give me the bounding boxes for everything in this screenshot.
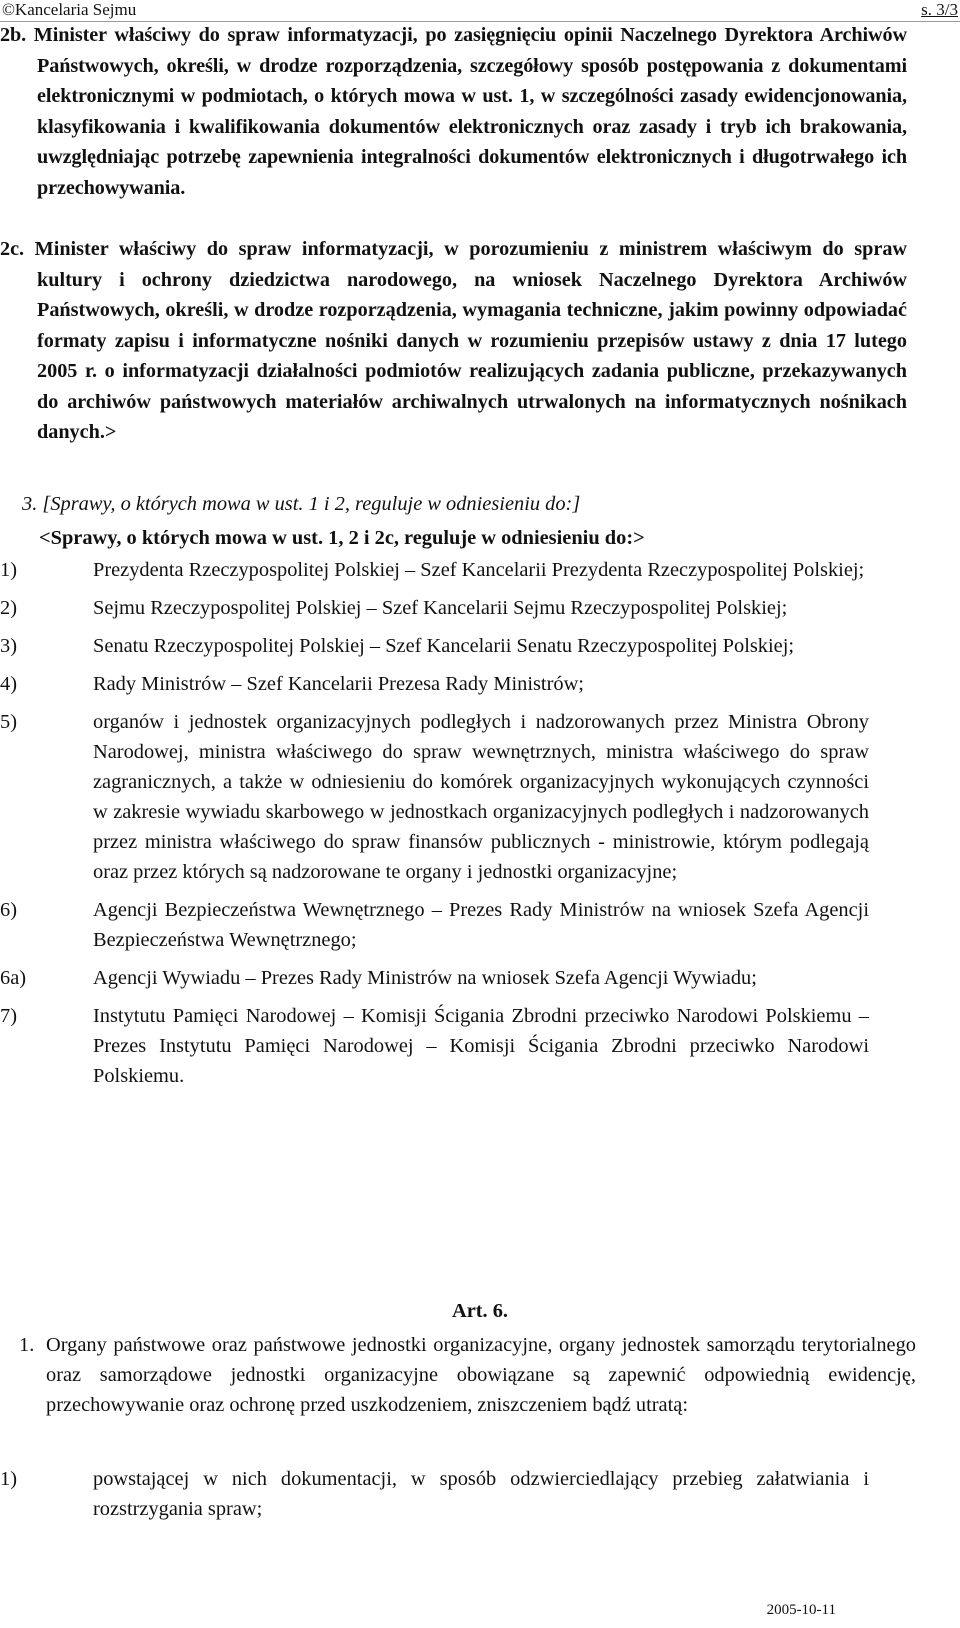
list-item-text: Agencji Wywiadu – Prezes Rady Ministrów na wniosek Szefa Agencji Wywiadu; — [93, 967, 757, 989]
list-item-number: 5) — [0, 711, 17, 733]
paragraph-2b-number: 2b. — [0, 24, 27, 46]
list-item — [0, 631, 869, 661]
list-item — [0, 669, 869, 699]
list-item-number: 4) — [0, 673, 17, 695]
article-6-item-1-number: 1) — [0, 1468, 17, 1490]
list-item — [0, 555, 869, 585]
paragraph-3-new: <Sprawy, o których mowa w ust. 1, 2 i 2c, reguluje w odniesieniu do:> — [39, 527, 645, 549]
list-item-number: 1) — [0, 559, 17, 581]
paragraph-2b — [0, 20, 907, 203]
list-item-number: 3) — [0, 635, 17, 657]
paragraph-3-old: 3. [Sprawy, o których mowa w ust. 1 i 2, reguluje w odniesieniu do:] — [22, 493, 581, 515]
paragraph-2b-text: Minister właściwy do spraw informatyzacji, po zasięgnięciu opinii Naczelnego Dyrektora Archiwów Państwowych, określi, w drodze rozporządzenia, szczegółowy sposób postępowania z dokumentami elektronicznymi w podmiotach, o których mowa w ust. 1, w szczególności zasady ewidencjonowania, klasyfikowania i kwalifikowania dokumentów elektronicznych oraz zasady i tryb ich brakowania, uwzględniając potrzebę zapewnienia integralności dokumentów elektronicznych i długotrwałego ich przechowywania. — [33, 24, 907, 199]
list-item — [0, 1001, 869, 1091]
header-page-number: s. 3/3 — [921, 0, 958, 19]
list-item-number: 7) — [0, 1005, 17, 1027]
list-items — [0, 555, 960, 1099]
list-item-text: Senatu Rzeczypospolitej Polskiej – Szef Kancelarii Senatu Rzeczypospolitej Polskiej; — [93, 635, 795, 657]
article-6-paragraph-1-number: 1. — [19, 1334, 35, 1356]
article-6-paragraph-1 — [0, 1330, 916, 1420]
list-item-text: Sejmu Rzeczypospolitej Polskiej – Szef Kancelarii Sejmu Rzeczypospolitej Polskiej; — [93, 597, 788, 619]
list-item — [0, 707, 869, 887]
article-6-title: Art. 6. — [451, 1300, 509, 1322]
list-item-number: 2) — [0, 597, 17, 619]
list-item-text: Rady Ministrów – Szef Kancelarii Prezesa Rady Ministrów; — [93, 673, 584, 695]
list-item-text: organów i jednostek organizacyjnych podległych i nadzorowanych przez Ministra Obrony Narodowej, ministra właściwego do spraw wewnętrznych, ministra właściwego do spraw zagranicznych, a także w odniesieniu do komórek organizacyjnych wykonujących czynności w zakresie wywiadu skarbowego w jednostkach organizacyjnych podległych i nadzorowanych przez ministra właściwego do spraw finansów publicznych - ministrowie, którym podlegają oraz przez których są nadzorowane te organy i jednostki organizacyjne; — [93, 711, 869, 883]
header-source: ©Kancelaria Sejmu — [2, 0, 137, 19]
paragraph-2c-number: 2c. — [0, 238, 25, 260]
list-item — [0, 593, 869, 623]
article-6-paragraph-1-text: Organy państwowe oraz państwowe jednostki organizacyjne, organy jednostek samorządu terytorialnego oraz samorządowe jednostki organizacyjne obowiązane są zapewnić odpowiednią ewidencję, przechowywanie oraz ochronę przed uszkodzeniem, zniszczeniem bądź utratą: — [46, 1334, 916, 1416]
paragraph-2c — [0, 234, 907, 448]
list-item-text: Instytutu Pamięci Narodowej – Komisji Ścigania Zbrodni przeciwko Narodowi Polskiemu – Prezes Instytutu Pamięci Narodowej – Komisji Ścigania Zbrodni przeciwko Narodowi Polskiemu. — [93, 1005, 869, 1087]
list-item-number: 6) — [0, 899, 17, 921]
article-6-item-1 — [0, 1464, 869, 1524]
list-item-text: Prezydenta Rzeczypospolitej Polskiej – Szef Kancelarii Prezydenta Rzeczypospolitej Polskiej; — [93, 559, 865, 581]
list-item — [0, 895, 869, 955]
paragraph-2c-text: Minister właściwy do spraw informatyzacji, w porozumieniu z ministrem właściwym do spraw kultury i ochrony dziedzictwa narodowego, na wniosek Naczelnego Dyrektora Archiwów Państwowych, określi, w drodze rozporządzenia, wymagania techniczne, jakim powinny odpowiadać formaty zapisu i informatyczne nośniki danych w rozumieniu przepisów ustawy z dnia 17 lutego 2005 r. o informatyzacji działalności podmiotów realizujących zadania publiczne, przekazywanych do archiwów państwowych materiałów archiwalnych utrwalonych na informatycznych nośnikach danych.> — [34, 238, 907, 443]
article-6-item-1-text: powstającej w nich dokumentacji, w sposób odzwierciedlający przebieg załatwiania i rozstrzygania spraw; — [93, 1468, 869, 1520]
list-item — [0, 963, 869, 993]
footer-date: 2005-10-11 — [766, 1602, 836, 1618]
list-item-text: Agencji Bezpieczeństwa Wewnętrznego – Prezes Rady Ministrów na wniosek Szefa Agencji Bezpieczeństwa Wewnętrznego; — [93, 899, 869, 951]
list-item-number: 6a) — [0, 967, 27, 989]
